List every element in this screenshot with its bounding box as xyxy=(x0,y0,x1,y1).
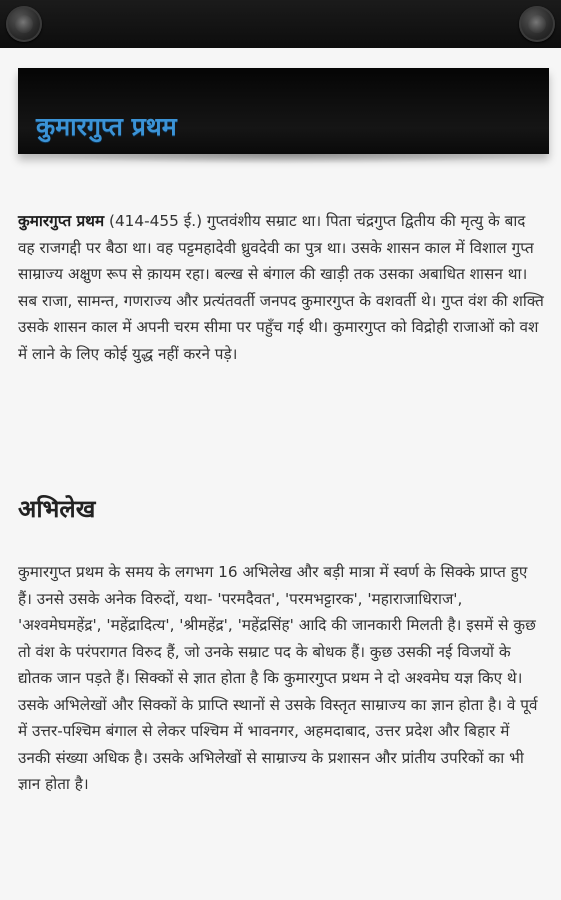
left-round-button[interactable] xyxy=(6,6,42,42)
page-title: कुमारगुप्त प्रथम xyxy=(36,112,177,141)
intro-text: (414-455 ई.) गुप्तवंशीय सम्राट था। पिता चंद्रगुप्त द्वितीय की मृत्यु के बाद वह राजगद्दी पर बैठा था। वह पट्टमहादेवी ध्रुवदेवी का पुत्र था। उसके शासन काल में विशाल गुप्त साम्राज्य अक्षुण रूप से क़ायम रहा। बल्ख से बंगाल की खाड़ी तक उसका अबाधित शासन था। सब राजा, सामन्त, गणराज्य और प्रत्यंतवर्ती जनपद कुमारगुप्त के वशवर्ती थे। गुप्त वंश की शक्ति उसके शासन काल में अपनी चरम सीमा पर पहुँच गई थी। कुमारगुप्त को विद्रोही राजाओं को वश में लाने के लिए कोई युद्ध नहीं करने पड़े। xyxy=(18,212,544,363)
top-bar xyxy=(0,0,561,48)
section-paragraph: कुमारगुप्त प्रथम के समय के लगभग 16 अभिलेख और बड़ी मात्रा में स्वर्ण के सिक्के प्राप्त हुए हैं। उनसे उसके अनेक विरुदों, यथा- 'परमदैवत', 'परमभट्टारक', 'महाराजाधिराज', 'अश्वमेघमहेंद्र', 'महेंद्रादित्य', 'श्रीमहेंद्र', 'महेंद्रसिंह' आदि की जानकारी मिलती है। इसमें से कुछ तो वंश के परंपरागत विरुद हैं, जो उनके सम्राट पद के बोधक हैं। कुछ उसकी नई विजयों के द्योतक जान पड़ते हैं। सिक्कों से ज्ञात होता है कि कुमारगुप्त प्रथम ने दो अश्वमेघ यज्ञ किए थे। उसके अभिलेखों और सिक्कों के प्राप्ति स्थानों से उसके विस्तृत साम्राज्य का ज्ञान होता है। वे पूर्व में उत्तर-पश्चिम बंगाल से लेकर पश्चिम में भावनगर, अहमदाबाद, उत्तर प्रदेश और बिहार में उनकी संख्या अधिक है। उसके अभिलेखों से साम्राज्य के प्रशासन और प्रांतीय उपरिकों का भी ज्ञान होता है। xyxy=(18,563,538,793)
intro-paragraph xyxy=(18,208,544,367)
banner-shadow xyxy=(18,154,549,164)
right-round-button[interactable] xyxy=(519,6,555,42)
section-heading: अभिलेख xyxy=(18,495,96,523)
title-banner xyxy=(18,68,549,154)
intro-bold-name: कुमारगुप्त प्रथम xyxy=(18,212,105,230)
round-button-icon xyxy=(15,15,33,33)
article-content[interactable] xyxy=(0,48,561,900)
round-button-icon xyxy=(528,15,546,33)
